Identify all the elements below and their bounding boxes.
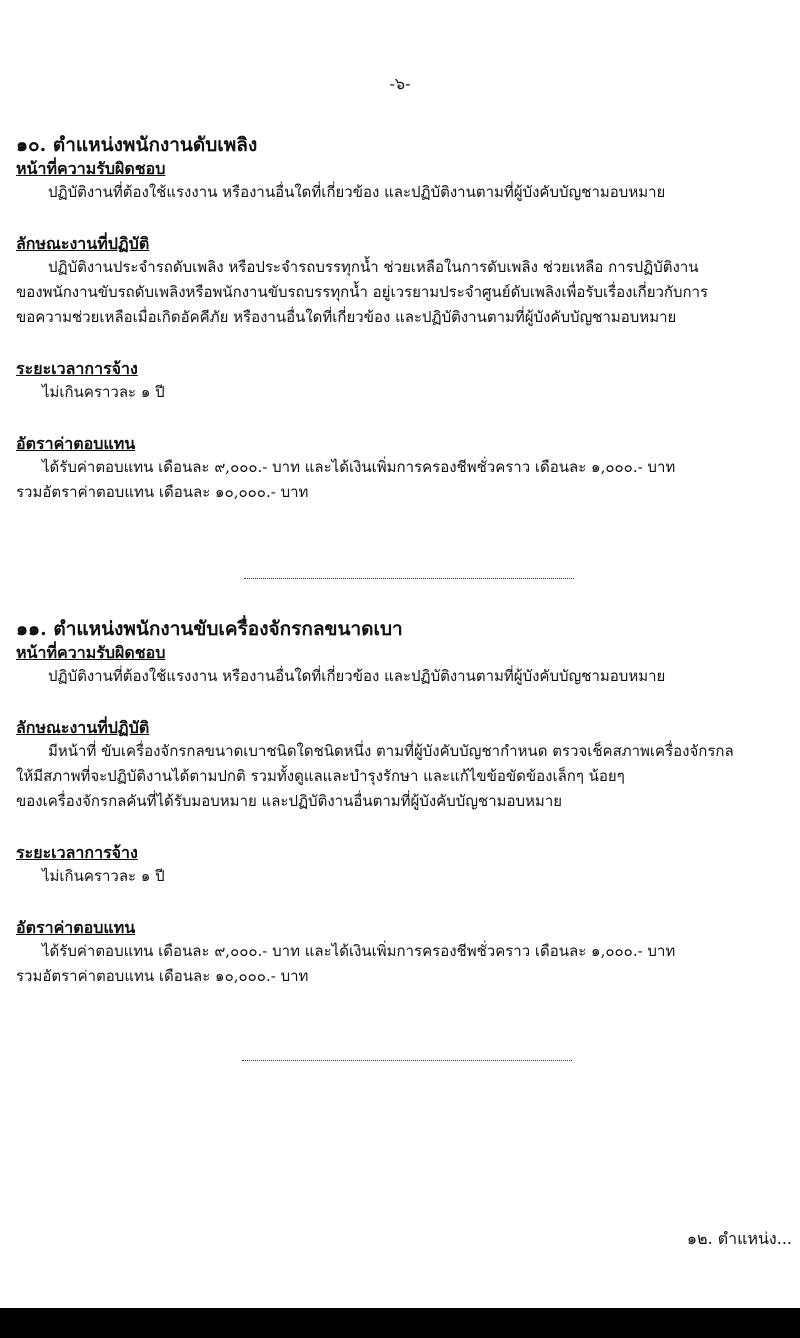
page-number: -๖-: [389, 74, 411, 93]
section-firefighter: [16, 132, 788, 505]
work-line: ของเครื่องจักรกลคันที่ได้รับมอบหมาย และปฏิบัติงานอื่นตามที่ผู้บังคับบัญชามอบหมาย: [16, 792, 563, 810]
continuation-note: ๑๒. ตำแหน่ง...: [686, 1229, 792, 1248]
work-line: ของพนักงานขับรถดับเพลิงหรือพนักงานขับรถบรรทุกน้ำ อยู่เวรยามประจำศูนย์ดับเพลิงเพื่อรับเรื่องเกี่ยวกับการ: [16, 283, 709, 301]
work-line: ให้มีสภาพที่จะปฏิบัติงานได้ตามปกติ รวมทั้งดูแลและบำรุงรักษา และแก้ไขข้อขัดข้องเล็กๆ น้อยๆ: [16, 767, 625, 785]
pay-line: ได้รับค่าตอบแทน เดือนละ ๙,๐๐๐.- บาท และได้เงินเพิ่มการครองชีพชั่วคราว เดือนละ ๑,๐๐๐.- บาท: [42, 458, 676, 476]
pay-heading: อัตราค่าตอบแทน: [16, 918, 136, 937]
duty-text: ปฏิบัติงานที่ต้องใช้แรงงาน หรืองานอื่นใดที่เกี่ยวข้อง และปฏิบัติงานตามที่ผู้บังคับบัญชามอบหมาย: [48, 183, 666, 201]
work-line: ขอความช่วยเหลือเมื่อเกิดอัคคีภัย หรืองานอื่นใดที่เกี่ยวข้อง และปฏิบัติงานตามที่ผู้บังคับบัญชามอบหมาย: [16, 308, 677, 326]
section-title: ๑๑. ตำแหน่งพนักงานขับเครื่องจักรกลขนาดเบา: [16, 618, 403, 640]
section-divider: [244, 578, 574, 579]
pay-line: รวมอัตราค่าตอบแทน เดือนละ ๑๐,๐๐๐.- บาท: [16, 967, 309, 985]
pay-heading: อัตราค่าตอบแทน: [16, 434, 136, 453]
period-heading: ระยะเวลาการจ้าง: [16, 843, 138, 862]
period-text: ไม่เกินคราวละ ๑ ปี: [42, 867, 165, 885]
section-light-machinery-operator: [16, 616, 788, 989]
work-line: มีหน้าที่ ขับเครื่องจักรกลขนาดเบาชนิดใดชนิดหนึ่ง ตามที่ผู้บังคับบัญชากำหนด ตรวจเช็คสภาพเครื่องจักรกล: [48, 742, 734, 760]
scan-border: [0, 1308, 800, 1338]
pay-line: รวมอัตราค่าตอบแทน เดือนละ ๑๐,๐๐๐.- บาท: [16, 483, 309, 501]
work-heading: ลักษณะงานที่ปฏิบัติ: [16, 718, 150, 737]
section-divider: [242, 1060, 572, 1061]
duty-text: ปฏิบัติงานที่ต้องใช้แรงงาน หรืองานอื่นใดที่เกี่ยวข้อง และปฏิบัติงานตามที่ผู้บังคับบัญชามอบหมาย: [48, 667, 666, 685]
pay-line: ได้รับค่าตอบแทน เดือนละ ๙,๐๐๐.- บาท และได้เงินเพิ่มการครองชีพชั่วคราว เดือนละ ๑,๐๐๐.- บาท: [42, 942, 676, 960]
duty-heading: หน้าที่ความรับผิดชอบ: [16, 643, 166, 662]
period-heading: ระยะเวลาการจ้าง: [16, 359, 138, 378]
work-line: ปฏิบัติงานประจำรถดับเพลิง หรือประจำรถบรรทุกน้ำ ช่วยเหลือในการดับเพลิง ช่วยเหลือ การปฏิบัติงาน: [48, 258, 699, 276]
section-title: ๑๐. ตำแหน่งพนักงานดับเพลิง: [16, 134, 258, 156]
duty-heading: หน้าที่ความรับผิดชอบ: [16, 159, 166, 178]
period-text: ไม่เกินคราวละ ๑ ปี: [42, 383, 165, 401]
work-heading: ลักษณะงานที่ปฏิบัติ: [16, 234, 150, 253]
